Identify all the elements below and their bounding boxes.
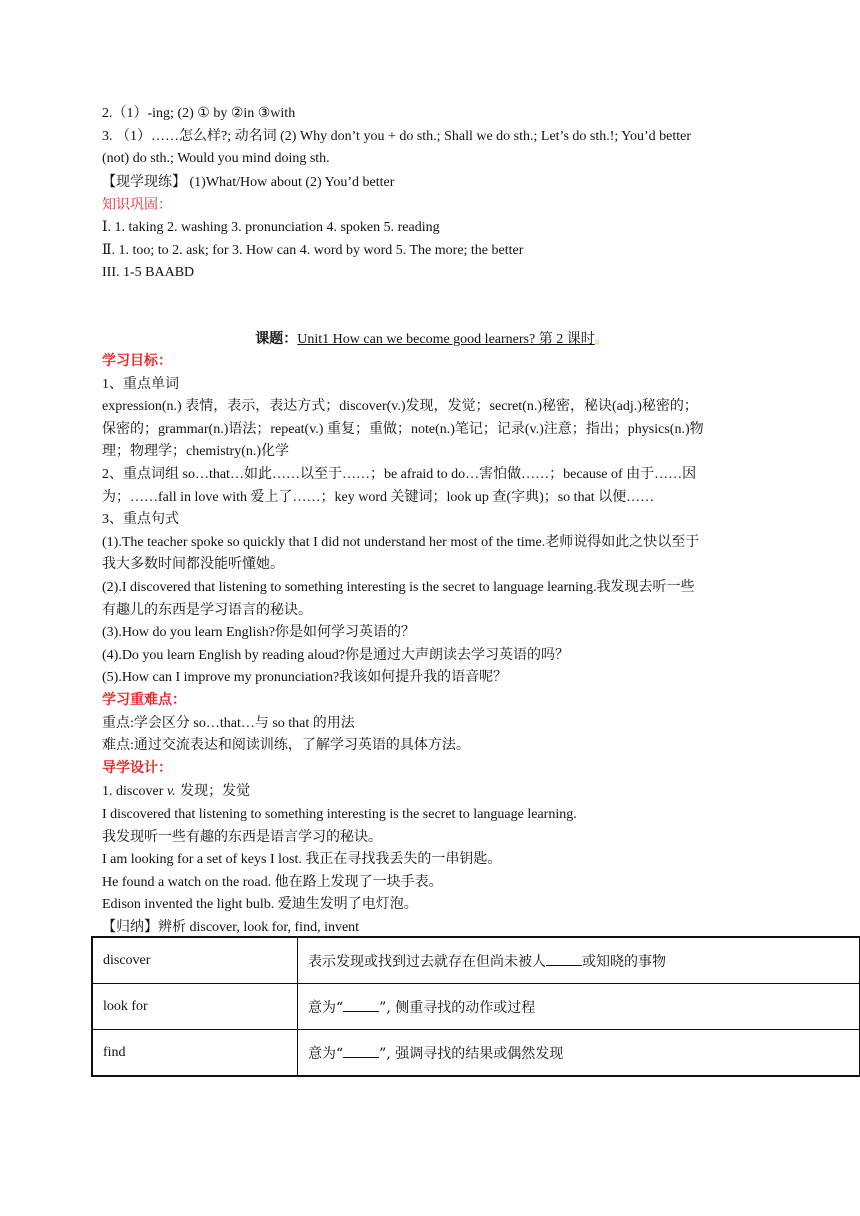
example-line: I am looking for a set of keys I lost. 我正在寻找我丢失的一串钥匙。 [102, 852, 502, 868]
design-item-pos: v. [166, 784, 176, 800]
table-row [92, 984, 860, 1030]
table-cell-word: find [92, 1030, 298, 1077]
phrases-line: 为；……fall in love with 爱上了……；key word 关键词；look up 查(字典)；so that 以便…… [102, 489, 655, 505]
comparison-table [91, 936, 860, 1077]
example-line: 我发现听一些有趣的东西是语言学习的秘诀。 [102, 829, 382, 846]
practice-label: 【现学现练】 [102, 173, 186, 190]
summary-line: 【归纳】辨析 discover, look for, find, invent [102, 919, 360, 935]
sentence-line: (1).The teacher spoke so quickly that I did not understand her most of the time.老师说得如此之快以至于 [102, 534, 700, 550]
design-item-word: 1. discover [102, 784, 167, 800]
fill-blank[interactable] [343, 1011, 379, 1012]
words-line: 保密的；grammar(n.)语法；repeat(v.) 重复；重做；note(n.)笔记；记录(v.)注意；指出；physics(n.)物 [102, 421, 704, 437]
table-cell-meaning [298, 1030, 860, 1077]
answer-line: (not) do sth.; Would you mind doing sth. [102, 151, 330, 167]
example-line: Edison invented the light bulb. 爱迪生发明了电灯泡。 [102, 897, 418, 913]
difficult-point: 难点:通过交流表达和阅读训练，了解学习英语的具体方法。 [102, 738, 470, 754]
lesson-title-prefix: 课题： [255, 332, 298, 347]
sentence-line: (4).Do you learn English by reading aloud?你是通过大声朗读去学习英语的吗？ [102, 647, 569, 663]
phrases-line: 2、重点词组 so…that…如此……以至于……；be afraid to do…害怕做……；because of 由于……因 [102, 466, 697, 482]
sentences-heading: 3、重点句式 [102, 512, 179, 528]
lesson-title [102, 329, 762, 352]
answer-part-2: Ⅱ. 1. too; to 2. ask; for 3. How can 4. word by word 5. The more; the better [102, 242, 524, 258]
meaning-text: 或知晓的事物 [582, 953, 666, 970]
table-row [92, 937, 860, 984]
answer-part-3: III. 1-5 BAABD [102, 265, 195, 281]
answers-section [102, 103, 762, 285]
meaning-text: 表示发现或找到过去就存在但尚未被人 [308, 953, 546, 970]
example-line: I discovered that listening to something interesting is the secret to language learning. [102, 806, 577, 822]
design-item-1 [102, 780, 762, 804]
answer-line: 2.（1）-ing; (2) ① by ②in ③with [102, 106, 296, 121]
objectives-section [102, 351, 762, 939]
fill-blank[interactable] [343, 1057, 379, 1058]
table-cell-meaning [298, 937, 860, 984]
table-cell-word: discover [92, 937, 298, 984]
sentence-line: (5).How can I improve my pronunciation?我该如何提升我的语音呢？ [102, 670, 508, 686]
sentence-line: (3).How do you learn English?你是如何学习英语的？ [102, 625, 416, 641]
key-point: 重点:学会区分 so…that…与 so that 的用法 [102, 715, 355, 731]
words-line: expression(n.) 表情，表示，表达方式；discover(v.)发现，发觉；secret(n.)秘密，秘诀(adj.)秘密的； [102, 399, 698, 415]
sentence-line: 有趣儿的东西是学习语言的秘诀。 [102, 602, 312, 618]
table-cell-meaning [298, 984, 860, 1030]
section-heading: 学习重难点： [102, 692, 186, 708]
section-heading: 学习目标： [102, 354, 172, 369]
practice-line [102, 171, 762, 195]
section-heading: 导学设计： [102, 760, 172, 776]
table-row [92, 1030, 860, 1077]
lesson-title-main: Unit1 How can we become good learners? 第 2 课时 [297, 332, 595, 347]
fill-blank[interactable] [546, 965, 582, 966]
meaning-text: 意为“ [308, 999, 344, 1016]
sentence-line: (2).I discovered that listening to something interesting is the secret to language learning.我发现去听一些 [102, 579, 695, 595]
sentence-line: 我大多数时间都没能听懂她。 [102, 557, 284, 573]
practice-text: (1)What/How about (2) You’d better [186, 174, 395, 190]
words-heading: 1、重点单词 [102, 376, 179, 392]
answer-line: 3. （1）……怎么样?; 动名词 (2) Why don’t you + do sth.; Shall we do sth.; Let’s do sth.!; You’d better [102, 128, 691, 144]
meaning-text: ”, 强调寻找的结果或偶然发现 [379, 1045, 564, 1062]
answer-part-1: Ⅰ. 1. taking 2. washing 3. pronunciation 4. spoken 5. reading [102, 219, 440, 235]
words-line: 理；物理学；chemistry(n.)化学 [102, 444, 290, 460]
meaning-text: 意为“ [308, 1045, 344, 1062]
table-cell-word: look for [92, 984, 298, 1030]
lesson-title-dot: 。 [594, 332, 609, 347]
meaning-text: ”, 侧重寻找的动作或过程 [379, 999, 536, 1016]
example-line: He found a watch on the road. 他在路上发现了一块手表。 [102, 874, 443, 890]
design-item-meaning: 发现；发觉 [175, 783, 251, 800]
consolidate-label: 知识巩固： [102, 197, 172, 214]
